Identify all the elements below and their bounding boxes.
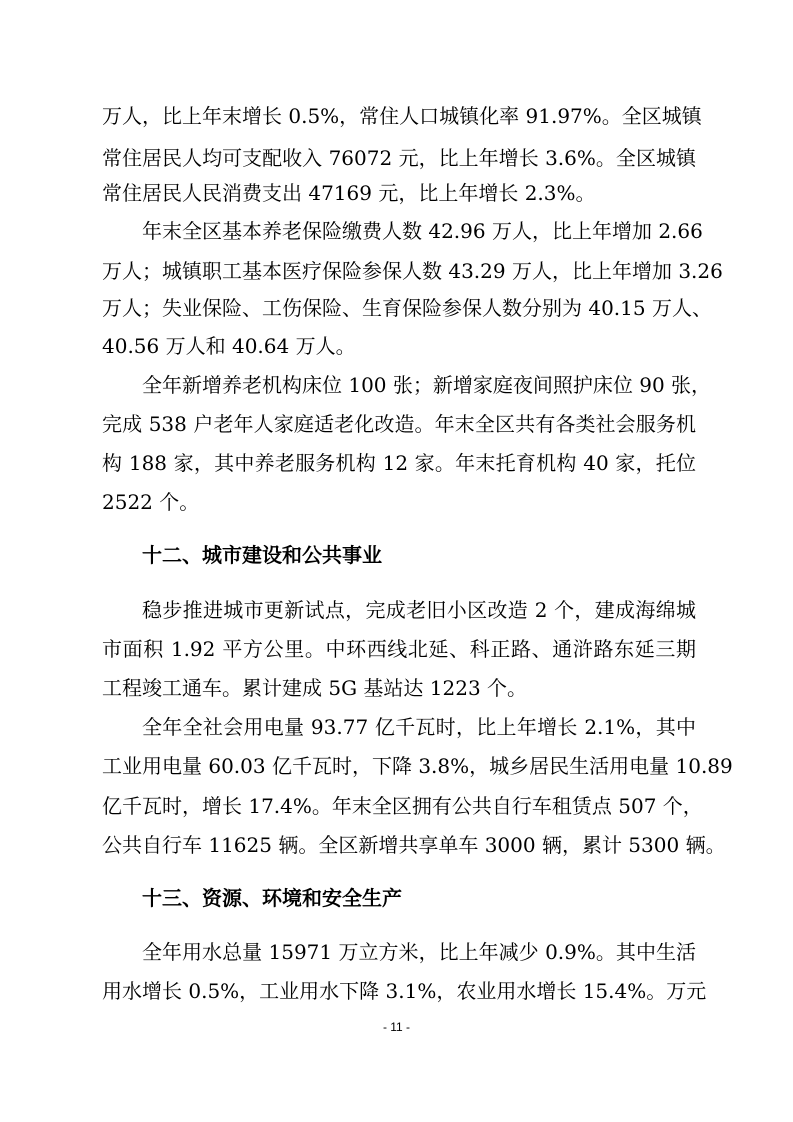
text-line: 全年全社会用电量 93.77 亿千瓦时，比上年增长 2.1%，其中	[142, 715, 696, 739]
text-line: 万人，比上年末增长 0.5%，常住人口城镇化率 91.97%。全区城镇	[102, 104, 702, 128]
section-heading: 十二、城市建设和公共事业	[142, 543, 382, 567]
text-line: 万人；失业保险、工伤保险、生育保险参保人数分别为 40.15 万人、	[102, 296, 712, 320]
text-line: 完成 538 户老年人家庭适老化改造。年末全区共有各类社会服务机	[102, 412, 696, 436]
text-line: 40.56 万人和 40.64 万人。	[102, 334, 356, 358]
text-line: 亿千瓦时，增长 17.4%。年末全区拥有公共自行车租赁点 507 个，	[102, 794, 703, 818]
text-line: 用水增长 0.5%，工业用水下降 3.1%，农业用水增长 15.4%。万元	[102, 979, 707, 1003]
text-line: 全年用水总量 15971 万立方米，比上年减少 0.9%。其中生活	[142, 940, 696, 964]
text-line: 年末全区基本养老保险缴费人数 42.96 万人，比上年增加 2.66	[142, 219, 703, 243]
text-line: 工业用电量 60.03 亿千瓦时，下降 3.8%，城乡居民生活用电量 10.89	[102, 754, 733, 778]
page-number: - 11 -	[382, 1020, 411, 1034]
text-line: 工程竣工通车。累计建成 5G 基站达 1223 个。	[102, 676, 528, 700]
section-heading: 十三、资源、环境和安全生产	[142, 886, 402, 910]
text-line: 万人；城镇职工基本医疗保险参保人数 43.29 万人，比上年增加 3.26	[102, 259, 723, 283]
text-line: 市面积 1.92 平方公里。中环西线北延、科正路、通浒路东延三期	[102, 637, 696, 661]
text-line: 稳步推进城市更新试点，完成老旧小区改造 2 个，建成海绵城	[142, 598, 696, 622]
text-line: 公共自行车 11625 辆。全区新增共享单车 3000 辆，累计 5300 辆。	[102, 833, 726, 857]
text-line: 2522 个。	[102, 490, 200, 514]
text-line: 常住居民人均可支配收入 76072 元，比上年增长 3.6%。全区城镇	[102, 146, 696, 170]
text-line: 全年新增养老机构床位 100 张；新增家庭夜间照护床位 90 张，	[142, 373, 712, 397]
text-line: 常住居民人民消费支出 47169 元，比上年增长 2.3%。	[102, 181, 596, 205]
text-line: 构 188 家，其中养老服务机构 12 家。年末托育机构 40 家，托位	[102, 451, 696, 475]
